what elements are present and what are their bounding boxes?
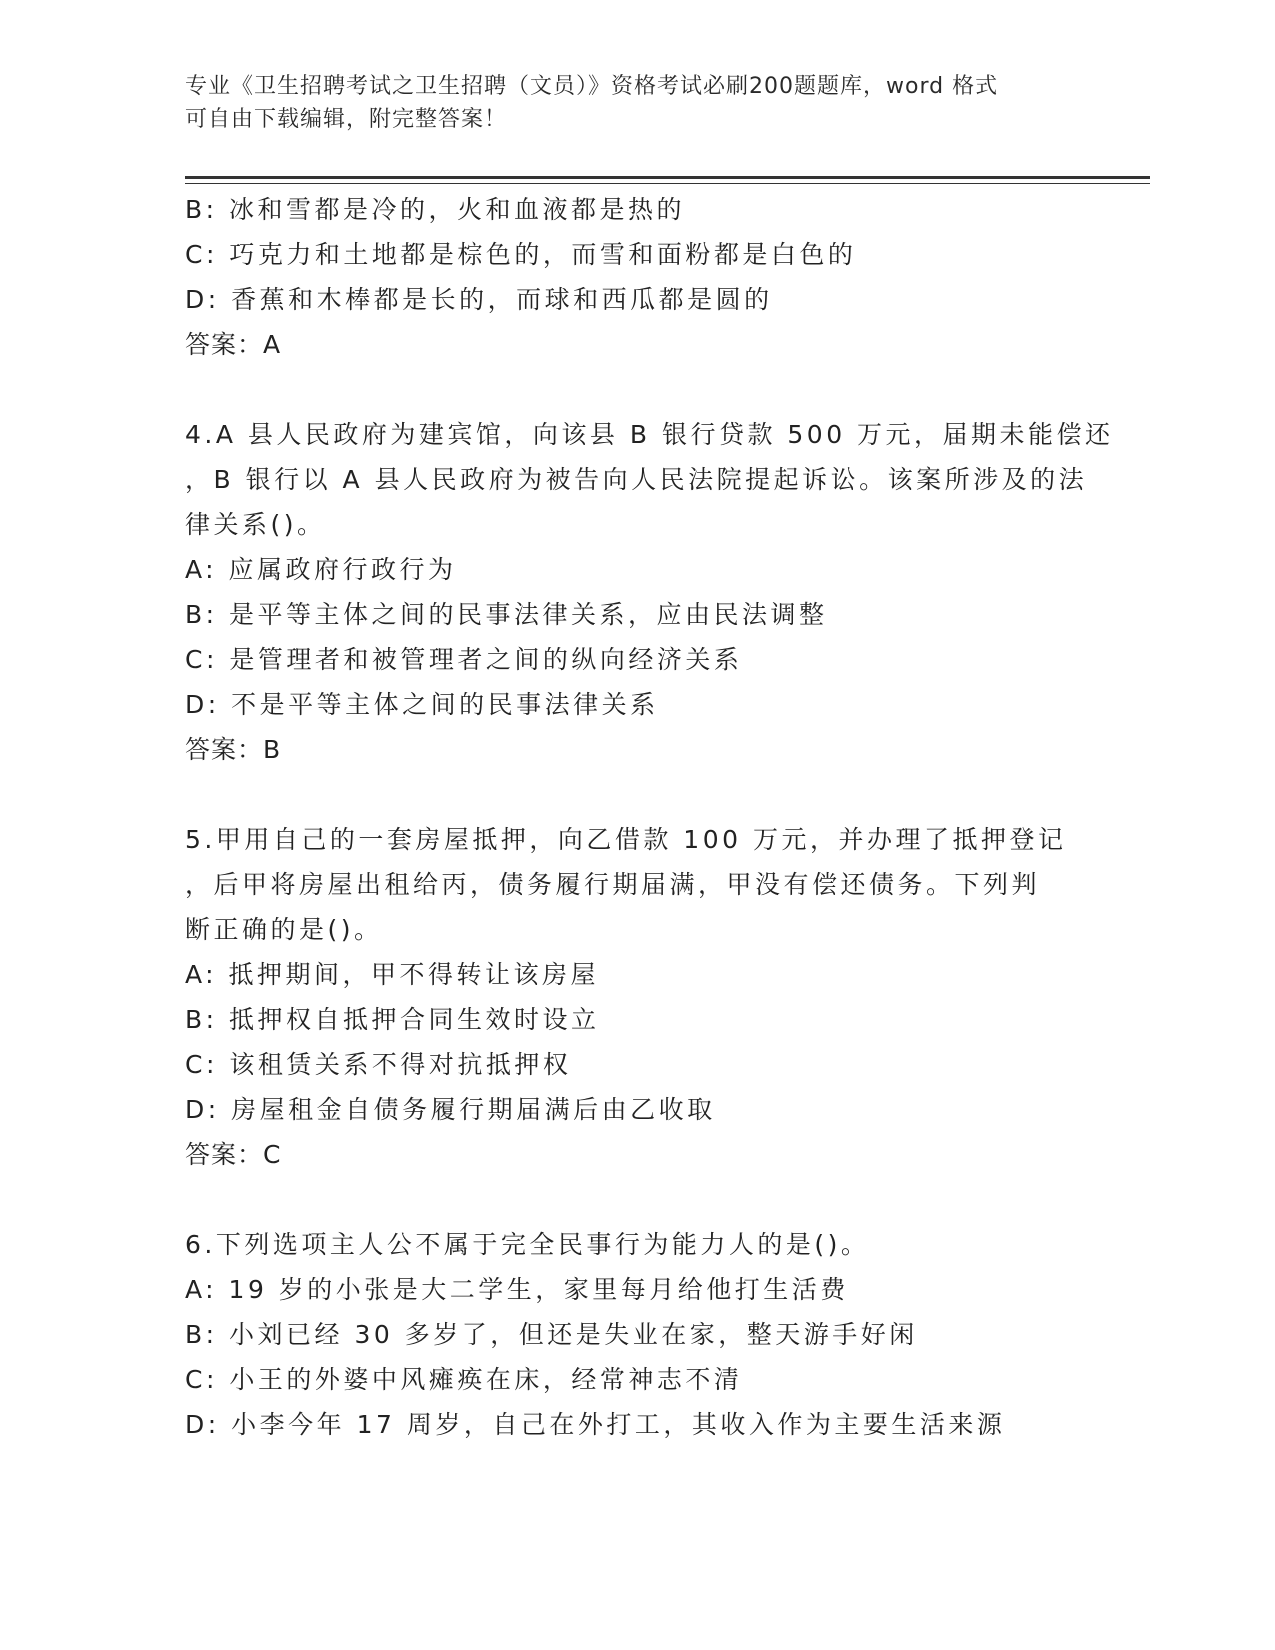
option-b: B: 冰和雪都是冷的，火和血液都是热的	[185, 195, 686, 224]
option-c: C: 巧克力和土地都是棕色的，而雪和面粉都是白色的	[185, 240, 857, 269]
option-d: D: 小李今年 17 周岁，自己在外打工，其收入作为主要生活来源	[185, 1410, 1006, 1439]
option-d: D: 不是平等主体之间的民事法律关系	[185, 690, 659, 719]
question-text-line: ，B 银行以 A 县人民政府为被告向人民法院提起诉讼。该案所涉及的法	[185, 465, 1088, 494]
option-b: B: 是平等主体之间的民事法律关系，应由民法调整	[185, 600, 828, 629]
question-text-line: 5.甲用自己的一套房屋抵押，向乙借款 100 万元，并办理了抵押登记	[185, 825, 1067, 854]
question-text-line: 4.A 县人民政府为建宾馆，向该县 B 银行贷款 500 万元，届期未能偿还	[185, 420, 1114, 449]
answer-label: 答案：C	[185, 1140, 282, 1169]
header-title-line-2: 可自由下载编辑，附完整答案！	[185, 107, 508, 132]
option-b: B: 小刘已经 30 多岁了，但还是失业在家，整天游手好闲	[185, 1320, 918, 1349]
option-b: B: 抵押权自抵押合同生效时设立	[185, 1005, 600, 1034]
option-d: D: 房屋租金自债务履行期届满后由乙收取	[185, 1095, 716, 1124]
question-text-line: ，后甲将房屋出租给丙，债务履行期届满，甲没有偿还债务。下列判	[185, 870, 1041, 899]
answer-label: 答案：A	[185, 330, 282, 359]
option-a: A: 19 岁的小张是大二学生，家里每月给他打生活费	[185, 1275, 849, 1304]
question-3-continued	[185, 187, 1085, 367]
option-c: C: 小王的外婆中风瘫痪在床，经常神志不清	[185, 1365, 743, 1394]
answer-label: 答案：B	[185, 735, 282, 764]
header-divider-thin	[185, 183, 1150, 184]
question-5	[185, 817, 1085, 1177]
question-list	[185, 187, 1114, 1447]
option-a: A: 抵押期间，甲不得转让该房屋	[185, 960, 600, 989]
question-6	[185, 1222, 1085, 1447]
question-text-line: 断正确的是()。	[185, 915, 383, 944]
question-text-line: 律关系()。	[185, 510, 326, 539]
option-a: A: 应属政府行政行为	[185, 555, 457, 584]
question-text-line: 6.下列选项主人公不属于完全民事行为能力人的是()。	[185, 1230, 870, 1259]
header-title-line-1: 专业《卫生招聘考试之卫生招聘（文员）》资格考试必刷200题题库，word 格式	[185, 74, 999, 99]
page-header	[185, 70, 1085, 136]
header-divider-thick	[185, 176, 1150, 179]
option-d: D: 香蕉和木棒都是长的，而球和西瓜都是圆的	[185, 285, 773, 314]
option-c: C: 该租赁关系不得对抗抵押权	[185, 1050, 572, 1079]
question-4	[185, 412, 1114, 772]
option-c: C: 是管理者和被管理者之间的纵向经济关系	[185, 645, 743, 674]
